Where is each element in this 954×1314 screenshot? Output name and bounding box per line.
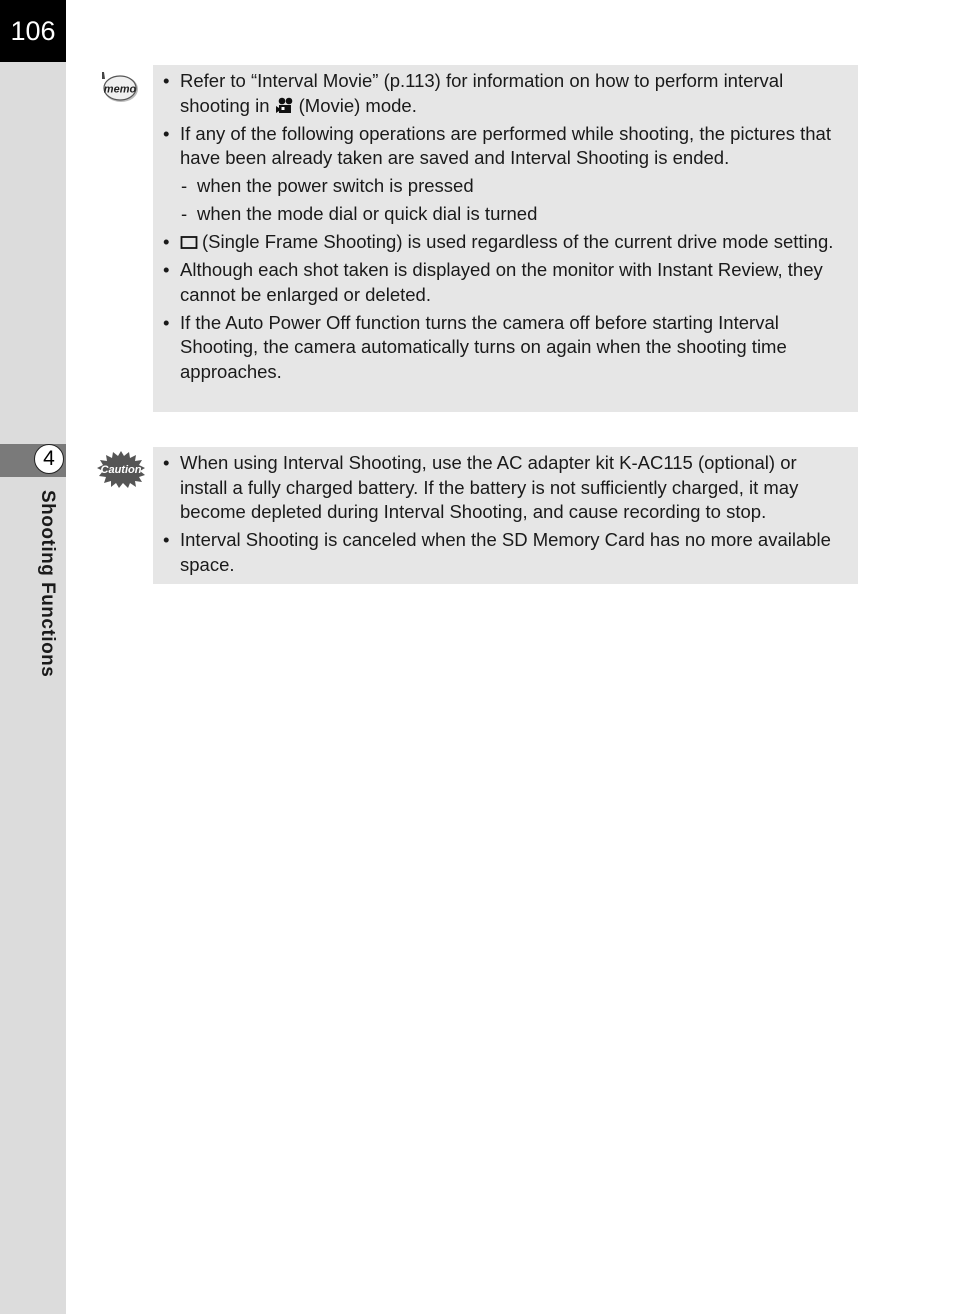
memo-item-5-text: If the Auto Power Off function turns the camera off before starting Interval Shooting, the camera automatically turns on again when the shooting time approaches. — [180, 311, 787, 382]
list-item: • (Single Frame Shooting) is used regardless of the current drive mode setting. — [163, 231, 834, 252]
caution-box — [153, 447, 858, 584]
memo-item-1-text: Refer to “Interval Movie” (p.113) for information on how to perform interval shooting in — [180, 70, 784, 116]
memo-item-2-text: If any of the following operations are performed while shooting, the pictures that have been already taken are saved and Interval Shooting is ended. — [180, 122, 831, 168]
memo-icon — [97, 70, 141, 106]
list-item: • Refer to “Interval Movie” (p.113) for information on how to perform interval shooting in (Movie) mode. — [163, 70, 784, 116]
memo-box — [153, 65, 858, 412]
caution-icon-label: Caution — [100, 464, 142, 476]
list-item: • When using Interval Shooting, use the AC adapter kit K-AC115 (optional) or install a fully charged battery. If the battery is not sufficiently charged, it may become depleted during Interval Shooting, and cause recording to stop. — [163, 452, 799, 522]
list-item: • If any of the following operations are performed while shooting, the pictures that have been already taken are saved and Interval Shooting is ended. — [163, 122, 831, 168]
chapter-title: Shooting Functions — [37, 490, 58, 678]
caution-item-2-text: Interval Shooting is canceled when the SD Memory Card has no more available space. — [180, 529, 831, 575]
memo-icon-label: memo — [103, 83, 137, 96]
memo-item-3-text: (Single Frame Shooting) is used regardless of the current drive mode setting. — [202, 231, 834, 252]
sub-list-item: - when the mode dial or quick dial is turned — [181, 203, 538, 224]
sub-list-item: - when the power switch is pressed — [181, 175, 474, 196]
caution-item-1-text: When using Interval Shooting, use the AC adapter kit K-AC115 (optional) or install a fully charged battery. If the battery is not sufficiently charged, it may become depleted during Interval Shooting, and cause recording to stop. — [180, 452, 799, 522]
single-frame-icon — [180, 235, 198, 250]
list-item: • Although each shot taken is displayed on the monitor with Instant Review, they cannot be enlarged or deleted. — [163, 259, 823, 305]
chapter-number: 4 — [34, 444, 64, 474]
page-number: 106 — [0, 0, 66, 62]
list-item: • Interval Shooting is canceled when the SD Memory Card has no more available space. — [163, 529, 831, 575]
list-item: • If the Auto Power Off function turns the camera off before starting Interval Shooting, the camera automatically turns on again when the shooting time approaches. — [163, 311, 787, 382]
memo-subitem-1: when the power switch is pressed — [197, 175, 474, 196]
memo-subitem-2: when the mode dial or quick dial is turned — [197, 203, 538, 224]
memo-item-1-text-after: (Movie) mode. — [298, 94, 417, 116]
caution-icon — [96, 450, 146, 488]
movie-mode-icon — [275, 97, 295, 114]
memo-item-4-text: Although each shot taken is displayed on the monitor with Instant Review, they cannot be enlarged or deleted. — [180, 259, 823, 305]
